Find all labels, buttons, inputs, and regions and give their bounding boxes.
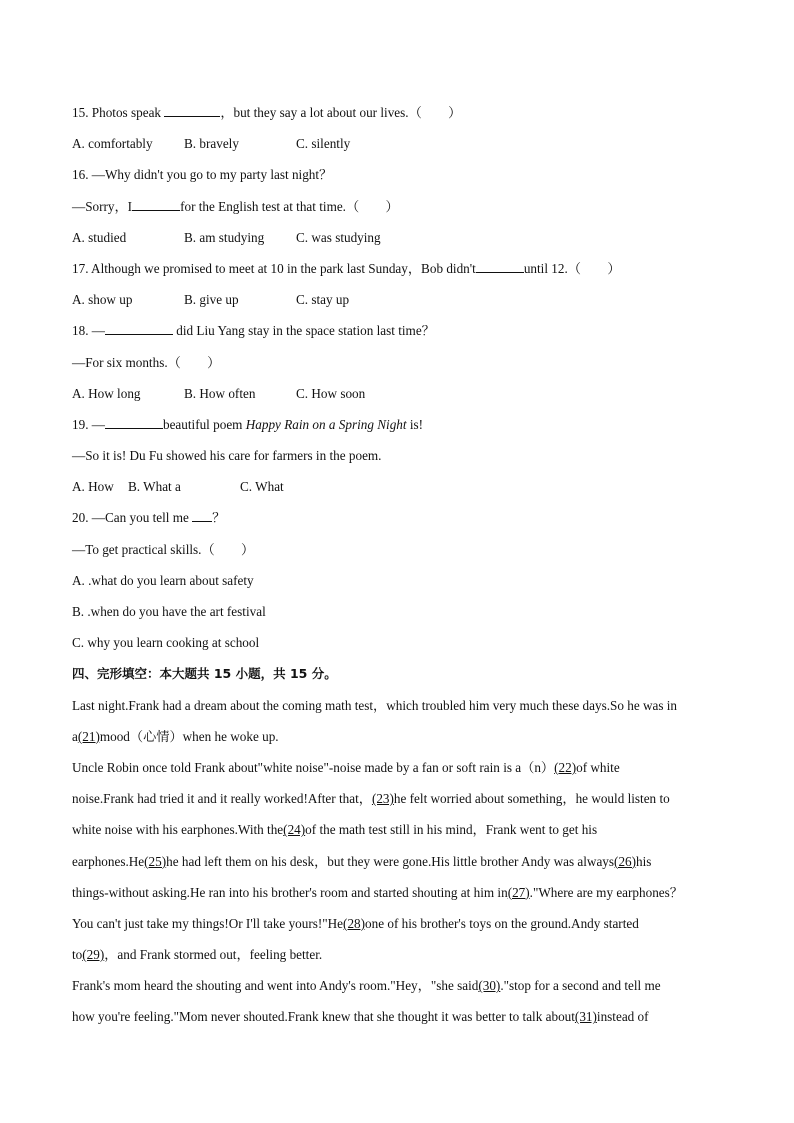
option-b: B. am studying: [184, 229, 265, 245]
question-19-options: [72, 476, 722, 507]
question-16-options: [72, 227, 722, 258]
option-a: A. show up: [72, 292, 133, 308]
option-a: A. comfortably: [72, 136, 153, 152]
passage-line: noise.Frank had tried it and it really worked!After that，(23)he felt worried about something，he would listen to: [72, 791, 670, 807]
blank-number: (28): [343, 915, 366, 931]
passage-line: You can't just take my things!Or I'll take yours!"He(28)one of his brother's toys on the ground.Andy started: [72, 915, 639, 931]
option-c: C. silently: [296, 136, 351, 152]
option-a: A. How long: [72, 385, 141, 401]
passage-line: how you're feeling."Mom never shouted.Frank knew that she thought it was better to talk about(31)instead of: [72, 1009, 649, 1025]
blank-number: (31): [574, 1009, 597, 1025]
passage-line: Last night.Frank had a dream about the coming math test，which troubled him very much these days.So he was in: [72, 697, 678, 713]
answer-blank: [105, 321, 173, 335]
answer-blank: [192, 508, 212, 522]
answer-blank: [132, 197, 180, 211]
option-a: A. .what do you learn about safety: [72, 572, 254, 588]
blank-number: (26): [614, 853, 637, 869]
question-19-reply: —So it is! Du Fu showed his care for farmers in the poem.: [72, 448, 382, 464]
section-heading: 四、完形填空：本大题共 15 小题，共 15 分。: [72, 666, 337, 682]
blank-number: (21): [77, 728, 100, 744]
blank-number: (29): [82, 947, 105, 963]
passage-line: a(21)mood（心情）when he woke up.: [72, 728, 279, 744]
option-c: C. stay up: [296, 292, 350, 308]
option-c: C. why you learn cooking at school: [72, 635, 260, 651]
question-15-stem: 15. Photos speak ，but they say a lot about our lives.（ ）: [72, 105, 462, 120]
blank-number: (22): [554, 759, 577, 775]
passage-line: Frank's mom heard the shouting and went into Andy's room."Hey，"she said(30)."stop for a second and tell me: [72, 978, 661, 994]
question-17-stem: 17. Although we promised to meet at 10 in the park last Sunday，Bob didn't until 12.（ ）: [72, 260, 621, 276]
passage-line: white noise with his earphones.With the(24)of the math test still in his mind，Frank went to get his: [72, 822, 598, 838]
option-a: A. How: [72, 479, 114, 495]
passage-line: Uncle Robin once told Frank about"white noise"-noise made by a fan or soft rain is a（n）(22)of white: [72, 759, 620, 775]
exam-page: [72, 102, 722, 1038]
passage-line: to(29)，and Frank stormed out，feeling better.: [72, 947, 323, 963]
option-c: C. What: [240, 479, 284, 495]
passage-line: earphones.He(25)he had left them on his desk，but they were gone.His little brother Andy was always(26)his: [72, 853, 652, 869]
question-16-reply: —Sorry，I for the English test at that time.（ ）: [72, 198, 399, 214]
question-18-stem: 18. — did Liu Yang stay in the space station last time？: [72, 323, 435, 339]
option-b: B. .when do you have the art festival: [72, 604, 266, 619]
question-17-options: [72, 289, 722, 320]
blank-number: (24): [283, 822, 306, 838]
option-c: C. was studying: [296, 229, 381, 245]
blank-number: (30): [478, 978, 501, 994]
blank-number: (27): [507, 884, 530, 900]
passage-line: things-without asking.He ran into his brother's room and started shouting at him in(27)."Where are my earphones？: [72, 884, 683, 900]
option-b: B. What a: [128, 479, 181, 495]
question-18-reply: —For six months.（ ）: [72, 354, 221, 370]
question-15-options: [72, 133, 722, 164]
option-b: B. How often: [184, 385, 256, 401]
option-b: B. bravely: [184, 136, 239, 152]
question-20-stem: 20. —Can you tell me ？: [72, 510, 226, 526]
option-c: C. How soon: [296, 385, 366, 401]
poem-title: Happy Rain on a Spring Night: [245, 416, 407, 432]
blank-number: (25): [144, 853, 167, 869]
answer-blank: [164, 103, 220, 117]
option-b: B. give up: [184, 292, 239, 308]
question-20-reply: —To get practical skills.（ ）: [72, 541, 255, 557]
question-18-options: [72, 383, 722, 414]
question-16-stem: 16. —Why didn't you go to my party last night？: [72, 167, 333, 183]
option-a: A. studied: [72, 229, 127, 245]
answer-blank: [476, 259, 524, 273]
question-19-stem: 19. — beautiful poem Happy Rain on a Spring Night is!: [72, 416, 424, 432]
blank-number: (23): [371, 791, 394, 807]
answer-blank: [105, 415, 163, 429]
